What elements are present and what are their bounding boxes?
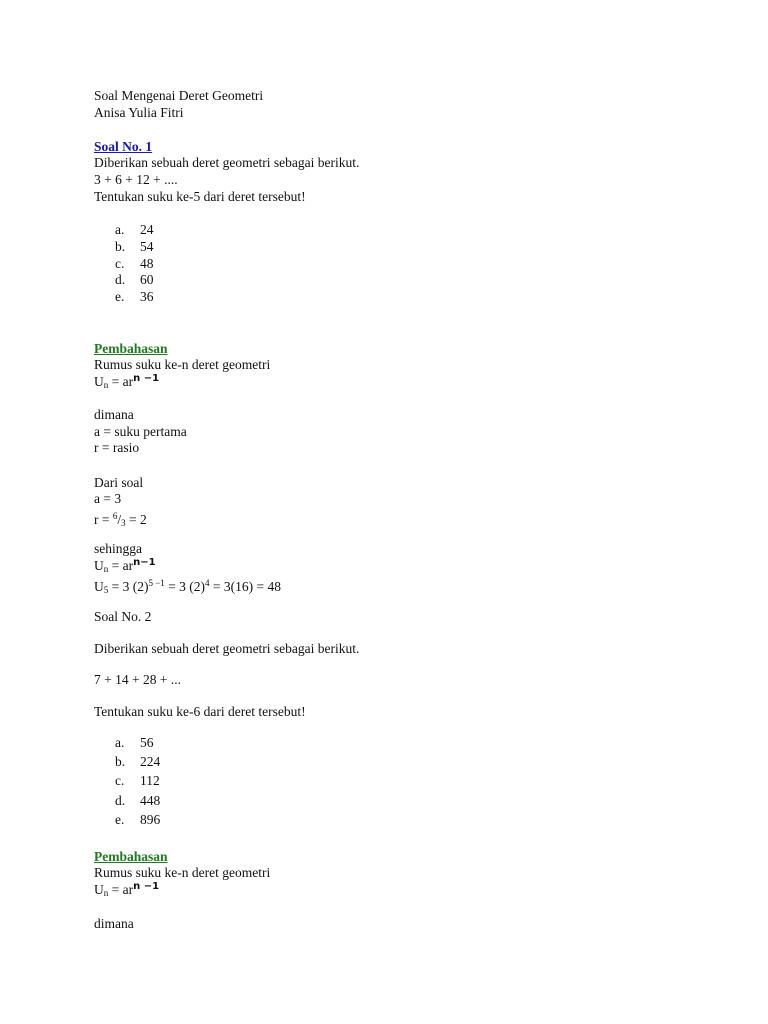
u5-step-2: = 3 (2) [164,579,206,594]
definition-r: r = rasio [94,440,140,455]
soal-2-question: Tentukan suku ke-6 dari deret tersebut! [94,704,306,719]
value-a: a = 3 [94,491,122,506]
option-letter: b. [115,754,126,769]
r-result: = 2 [125,512,147,527]
r-prefix: r = [94,512,113,527]
formula-symbol: U [94,882,104,897]
option-value: 48 [140,256,154,271]
r-denominator: 3 [121,518,126,528]
definition-a: a = suku pertama [94,424,187,439]
formula-body: = ar [108,882,134,897]
option-letter: c. [115,256,125,271]
soal-1-intro: Diberikan sebuah deret geometri sebagai berikut. [94,155,360,170]
option-value: 896 [140,812,161,827]
option-value: 224 [140,754,161,769]
u5-exponent-1: 5 −1 [148,578,165,588]
pembahasan-1-heading: Pembahasan [94,341,168,356]
formula-exponent: n −1 [133,881,160,892]
option-value: 24 [140,222,154,237]
soal-1-sequence: 3 + 6 + 12 + .... [94,172,178,187]
pembahasan-1-rumus: Rumus suku ke-n deret geometri [94,357,271,372]
option-value: 448 [140,793,161,808]
u5-subscript: 5 [103,585,109,595]
formula-exponent: n −1 [133,373,160,384]
option-letter: a. [115,222,125,237]
option-letter: c. [115,773,125,788]
soal-1-heading[interactable]: Soal No. 1 [94,139,153,154]
soal-2-heading: Soal No. 2 [94,609,152,624]
r-slash: / [117,512,122,527]
formula-symbol: U [94,558,104,573]
r-numerator: 6 [112,511,118,521]
sehingga-label: sehingga [94,541,142,556]
value-r [94,508,147,531]
formula-un [94,374,159,393]
dimana-label-2: dimana [94,916,134,931]
option-value: 112 [140,773,160,788]
document-author: Anisa Yulia Fitri [94,105,184,120]
option-value: 36 [140,289,154,304]
pembahasan-2-rumus: Rumus suku ke-n deret geometri [94,865,271,880]
formula-un-2 [94,882,159,901]
option-letter: d. [115,272,126,287]
formula-subscript: n [103,888,109,898]
dimana-label: dimana [94,407,134,422]
u5-symbol: U [94,579,104,594]
option-letter: d. [115,793,126,808]
formula-subscript: n [103,564,109,574]
pembahasan-2-heading: Pembahasan [94,849,168,864]
option-value: 54 [140,239,154,254]
calculation-u5 [94,575,281,598]
option-value: 60 [140,272,154,287]
dari-soal-label: Dari soal [94,475,144,490]
formula-subscript: n [103,380,109,390]
option-letter: e. [115,289,125,304]
soal-2-intro: Diberikan sebuah deret geometri sebagai berikut. [94,641,360,656]
option-value: 56 [140,735,154,750]
option-letter: a. [115,735,125,750]
u5-result: = 3(16) = 48 [209,579,282,594]
u5-exponent-2: 4 [205,578,210,588]
formula-symbol: U [94,374,104,389]
formula-body: = ar [108,558,134,573]
formula-body: = ar [108,374,134,389]
soal-1-question: Tentukan suku ke-5 dari deret tersebut! [94,189,306,204]
formula-exponent: n−1 [133,557,156,568]
option-letter: b. [115,239,126,254]
soal-2-sequence: 7 + 14 + 28 + ... [94,672,181,687]
u5-step-1: = 3 (2) [108,579,149,594]
option-letter: e. [115,812,125,827]
document-title: Soal Mengenai Deret Geometri [94,88,264,103]
